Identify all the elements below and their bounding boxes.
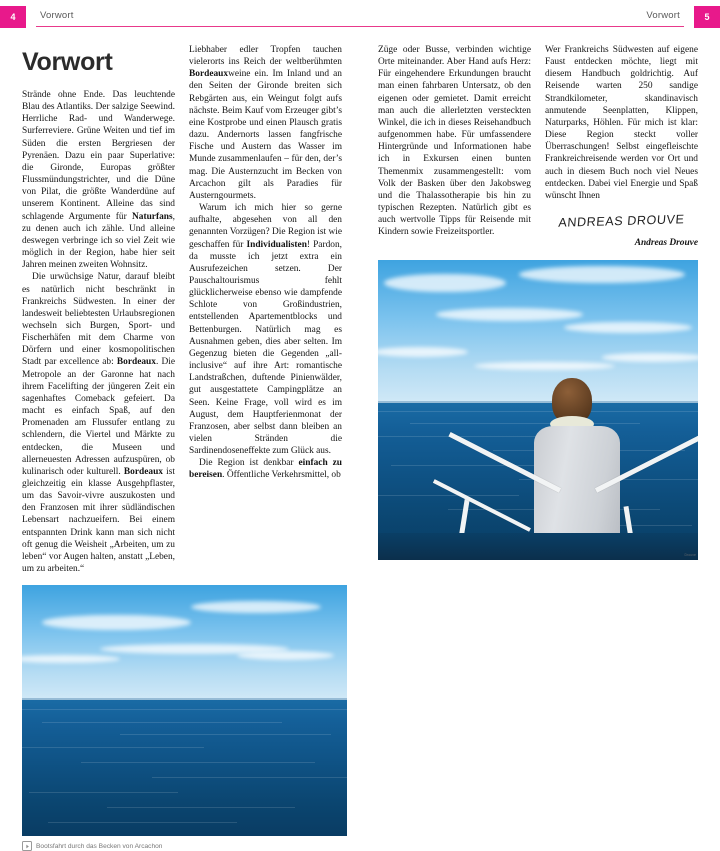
horizon-line bbox=[378, 401, 698, 403]
running-header-left bbox=[10, 0, 342, 34]
horizon-line bbox=[22, 698, 347, 700]
deck-shadow bbox=[378, 533, 698, 560]
column-right-1 bbox=[378, 44, 531, 248]
column-left-2 bbox=[189, 44, 342, 575]
caption-text: Bootsfahrt durch das Becken von Arcachon bbox=[36, 842, 163, 850]
column-left-1 bbox=[22, 44, 175, 575]
photo-left bbox=[22, 585, 347, 836]
paragraph: Liebhaber edler Tropfen tauchen vielerorts ins Reich der weltberühmten Bordeauxweine ein. Im Inland und an den Seiten der Gironde breiten sich Rebgärten aus, ein Weingut folgt aufs nächste. Beim Kauf vom Erzeuger gibt’s eine Kostprobe und einen Plausch gratis dazu. Andernorts lassen fangfrische Fische und Austern das Wasser im Munde zusammenlaufen – für den, der’s mag. Die Austernzucht im Becken von Arcachon gilt als Paradies für Austerngourmets. bbox=[189, 45, 342, 201]
page-right bbox=[360, 0, 720, 564]
running-header-right bbox=[378, 0, 710, 34]
author-name: Andreas Drouve bbox=[634, 238, 698, 249]
photo-right bbox=[378, 260, 698, 560]
paragraph: Warum ich mich hier so gerne aufhalte, abgesehen von all den genannten Vorzügen? Die Region ist wie geschaffen für Individualisten! Pardon, da musste ich jetzt extra ein Ausrufezeichen setzen. Der Pauschaltourismus fehlt glücklicherweise ebenso wie dampfende Schlote von Großindustrien, entstellenden Apartementblocks und Bettenburgen. Natürlich mag es Ausnahmen geben, dies aber selten. Im Gegenzug bieten die Gegenden „all-inclusive“ auf ihre Art: romantische Landstraßchen, duftende Pinienwälder, gut ausgestattete Campingplätze an Seen. Keine Frage, voll wird es im August, dem Hauptferienmonat der Franzosen, aber selbst dann bleiben an vielen Stränden die Sardinendoseneffekte zum Glück aus. bbox=[189, 203, 343, 457]
page-title: Vorwort bbox=[22, 48, 113, 76]
sea bbox=[22, 698, 347, 836]
paragraph: Wer Frankreichs Südwesten auf eigene Faust entdecken möchte, liegt mit diesem Handbuch goldrichtig. Auf Reisende warten 250 sandige Strandkilometer, skandinavisch anmutende Seenplatten, Klippen, Naturparks, Höhlen. Für mich ist klar: Diese Region steckt voller Überraschungen! Selbst eingefleischte Frankreichreisende werden vor Ort und auch in diesem Buch noch viel Neues entdecken. Dabei viel Energie und Spaß wünscht Ihnen bbox=[545, 45, 698, 201]
paragraph: Züge oder Busse, verbinden wichtige Orte miteinander. Aber Hand aufs Herz: Für eingehendere Erkundungen braucht man einen fahrbaren Untersatz, ob den eigenen oder gemietet. Damit erreicht man auch die allerletzten versteckten Winkel, die ich in dieses Reisehandbuch aufgenommen habe. Für umfassendere Hintergründe und Informationen habe ich in Exkursen einen bunten Themenmix zusammengestellt: vom Volk der Basken über den Jakobsweg und die Thalassotherapie bis hin zu typischen Rezepten. Natürlich gibt es auch wertvolle Tipps für Reisende mit Kindern sowie Freizeitsportler. bbox=[378, 45, 531, 238]
text-columns-right bbox=[378, 44, 698, 248]
play-triangle-icon bbox=[22, 841, 32, 851]
running-head-title-right: Vorwort bbox=[646, 10, 680, 21]
folio-right: 5 bbox=[694, 6, 720, 28]
paragraph: Die Region ist denkbar einfach zu bereisen. Öffentliche Verkehrsmittel, ob bbox=[189, 458, 342, 481]
text-columns-left bbox=[22, 44, 342, 575]
page-left bbox=[0, 0, 360, 850]
column-right-2 bbox=[545, 44, 698, 248]
running-head-title-left: Vorwort bbox=[40, 10, 74, 21]
handwritten-signature: ANDREAS DROUVE bbox=[557, 212, 686, 230]
paragraph: Die urwüchsige Natur, darauf bleibt es natürlich nicht beschränkt in Frankreichs Südwesten. In einer der landesweit beliebtesten Urlaubsregionen wechseln sich Burgen, Sport- und Fischerhäfen mit dem Charme von Dörfern und einer kosmopolitischen Stadt par excellence ab: Bordeaux. Die Metropole an der Garonne hat nach ihrem Facelifting der jüngeren Zeit ein sagenhaftes Comeback gefeiert. Da macht es einfach Spaß, auf den Promenaden am Flussufer entlang zu schlendern, die Viertel und Märkte zu entdecken, die Museen und allerneuesten Adressen aufzuspüren, ob kulinarisch oder kulturell. Bordeaux ist gleichzeitig ein klasse Ausgehpflaster, um das Savoir-vivre auszukosten und den Franzosen mit ihrer südländischen Lebensart nachzueifern. Bei einem entspannten Drink kann man sich nicht oft genug die Weisheit „Arbeiten, um zu leben“ vor Augen halten, anstatt „Leben, um zu arbeiten.“ bbox=[22, 272, 175, 575]
header-rule-right bbox=[360, 26, 684, 27]
sky bbox=[22, 585, 347, 698]
header-rule-left bbox=[36, 26, 360, 27]
sky bbox=[378, 260, 698, 401]
photo-credit: Drouve bbox=[684, 553, 696, 558]
paragraph: Strände ohne Ende. Das leuchtende Blau des Atlantiks. Der salzige Seewind. Herrliche Rad- und Wanderwege. Surferreviere. Grüne Weiten und tief im Süden die ersten Bergriesen der Pyrenäen. Dazu ein paar Superlative: die Gironde, Europas größter Flussmündungstrichter, und die Düne von Pilat, die größte Wanderdüne auf unserem Kontinent. Alleine das sind schlagende Argumente für Naturfans, zu denen auch ich zähle. Und alleine deswegen verbringe ich so viel Zeit wie möglich in der Region, habe hier seit Jahren meinen zweiten Wohnsitz. bbox=[22, 90, 175, 271]
photo-caption-left bbox=[22, 841, 342, 851]
folio-left: 4 bbox=[0, 6, 26, 28]
